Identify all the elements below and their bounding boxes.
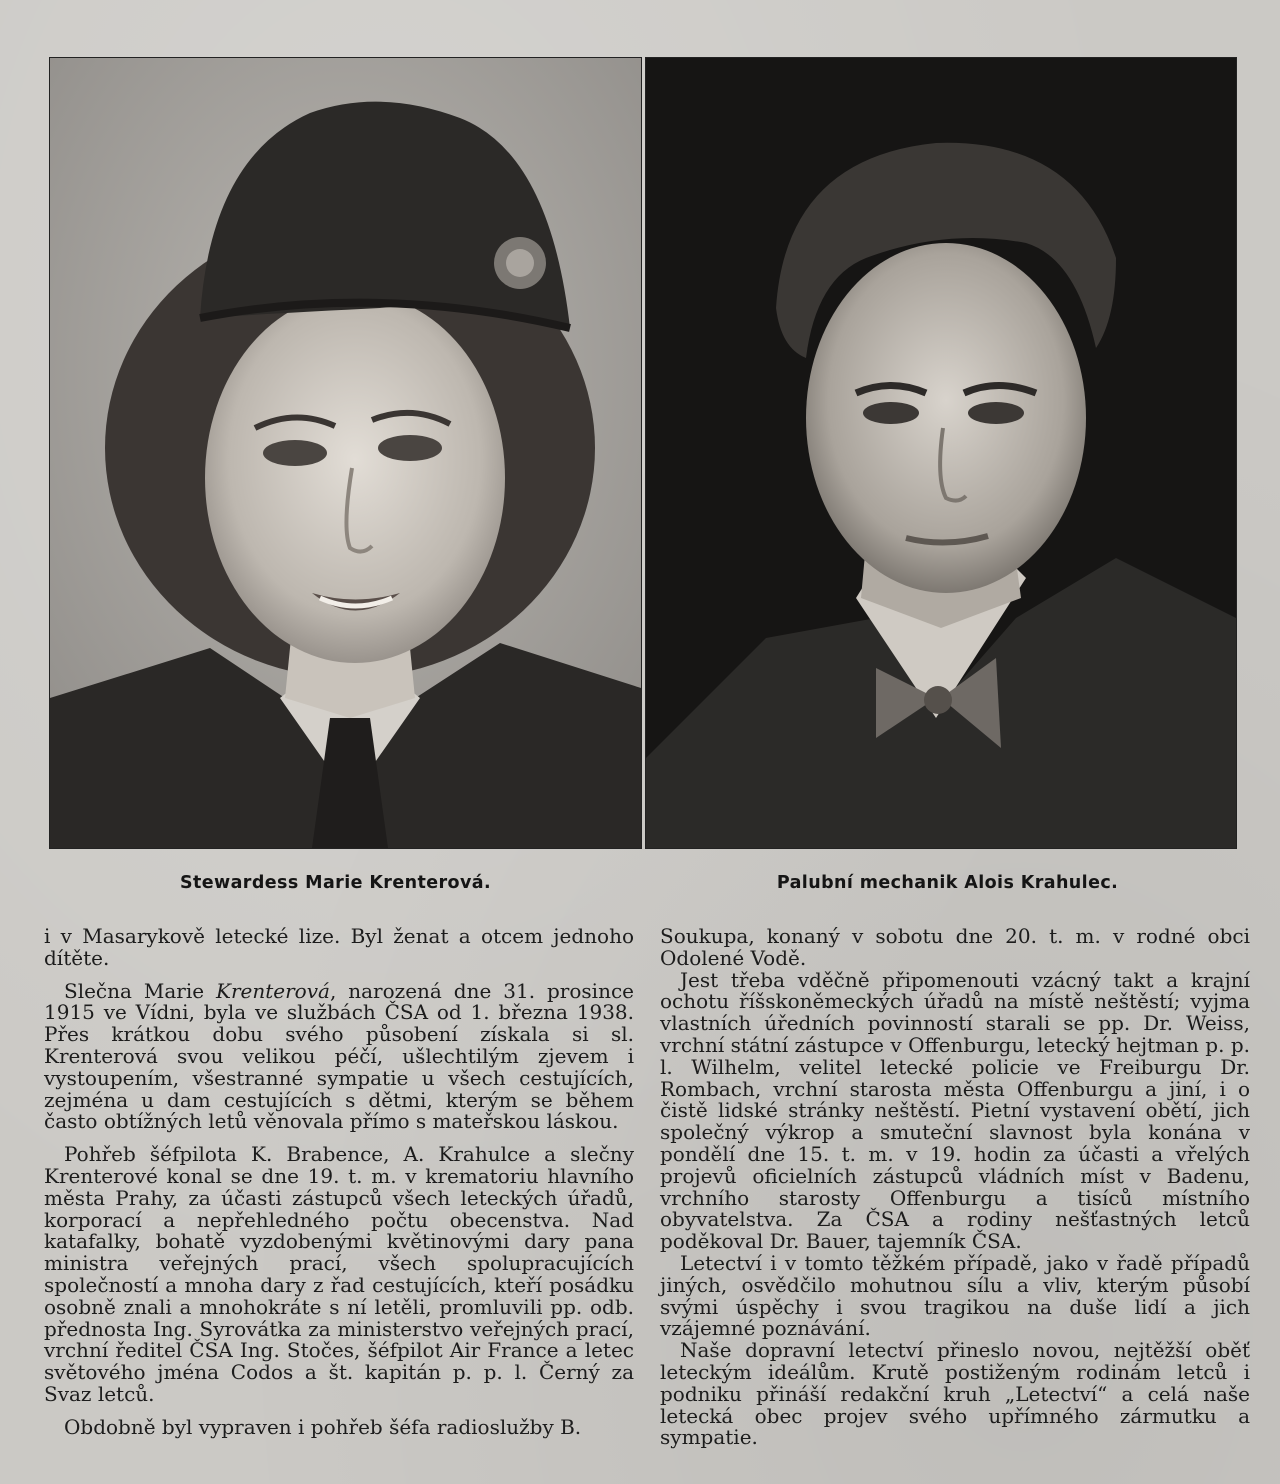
text-column-right — [660, 926, 1250, 1449]
text-column-left — [44, 926, 634, 1450]
paragraph-text: Slečna Marie — [64, 978, 217, 1003]
paragraph: Letectví i v tomto těžkém případě, jako v řadě případů jiných, osvědčilo mohutnou sílu a vliv, kterým působí svými úspěchy i svou tragikou na duše lidí a jich vzájemné poznávání. — [660, 1250, 1250, 1341]
paragraph: i v Masarykově letecké lize. Byl ženat a otcem jednoho dítěte. — [44, 924, 634, 970]
paragraph — [44, 978, 634, 1134]
stewardess-portrait-photo — [49, 57, 642, 849]
paragraph: Soukupa, konaný v sobotu dne 20. t. m. v rodné obci Odolené Vodě. — [660, 924, 1250, 970]
mechanic-portrait-image — [646, 58, 1236, 848]
mechanic-portrait-photo — [645, 57, 1237, 849]
stewardess-portrait-image — [50, 58, 641, 848]
photo-caption-right: Palubní mechanik Alois Krahulec. — [776, 873, 1119, 893]
paragraph: Jest třeba vděčně připomenouti vzácný takt a krajní ochotu říšskoněmeckých úřadů na místě neštěstí; vyjma vlastních úředních povinností starali se pp. Dr. Weiss, vrchní státní zástupce v Offenburgu, letecký hejtman p. p. l. Wilhelm, velitel letecké policie ve Freiburgu Dr. Rombach, vrchní starosta města Offenburgu a jiní, i o čistě lidské stránky neštěstí. Pietní vystavení obětí, jich společný výkrop a smuteční slavnost byla konána v pondělí dne 15. t. m. v 19. hodin za účasti a vřelých projevů oficielních zástupců vládních míst v Badenu, vrchního starosty Offenburgu a tisíců místního obyvatelstva. Za ČSA a rodiny nešťastných letců poděkoval Dr. Bauer, tajemník ČSA. — [660, 967, 1250, 1254]
paragraph-text: , narozená dne 31. prosince 1915 ve Vídni, byla ve službách ČSA od 1. března 1938. Přes krátkou dobu svého působení získala si sl. Krenterová svou velikou péčí, ušlechtilým zjevem i vystoupením, všestranné sympatie u všech cestujících, zejména u dam cestujících s dětmi, kterým se během často obtížných letů věnovala přímo s mateřskou láskou. — [44, 978, 634, 1134]
photo-caption-left: Stewardess Marie Krenterová. — [179, 873, 492, 893]
name-emphasis: Krenterová — [216, 978, 330, 1003]
paragraph: Pohřeb šéfpilota K. Brabence, A. Krahulce a slečny Krenterové konal se dne 19. t. m. v krematoriu hlavního města Prahy, za účasti zástupců všech leteckých úřadů, korporací a nepřehledného počtu obecenstva. Nad katafalky, bohatě vyzdobenými květinovými dary pana ministra veřejných prací, všech spolupracujících společností a mnoha dary z řad cestujících, kteří posádku osobně znali a mnohokráte s ní letěli, promluvili pp. odb. přednosta Ing. Syrovátka za ministerstvo veřejných prací, vrchní ředitel ČSA Ing. Stočes, šéfpilot Air France a letec světového jména Codos a št. kapitán p. p. l. Černý za Svaz letců. — [44, 1142, 634, 1406]
paragraph: Naše dopravní letectví přineslo novou, nejtěžší oběť leteckým ideálům. Krutě postiženým rodinám letců i podniku přináší redakční kruh „Letectví“ a celá naše letecká obec projev svého upřímného zármutku a sympatie. — [660, 1338, 1250, 1450]
paragraph: Obdobně byl vypraven i pohřeb šéfa radioslužby B. — [64, 1414, 582, 1439]
